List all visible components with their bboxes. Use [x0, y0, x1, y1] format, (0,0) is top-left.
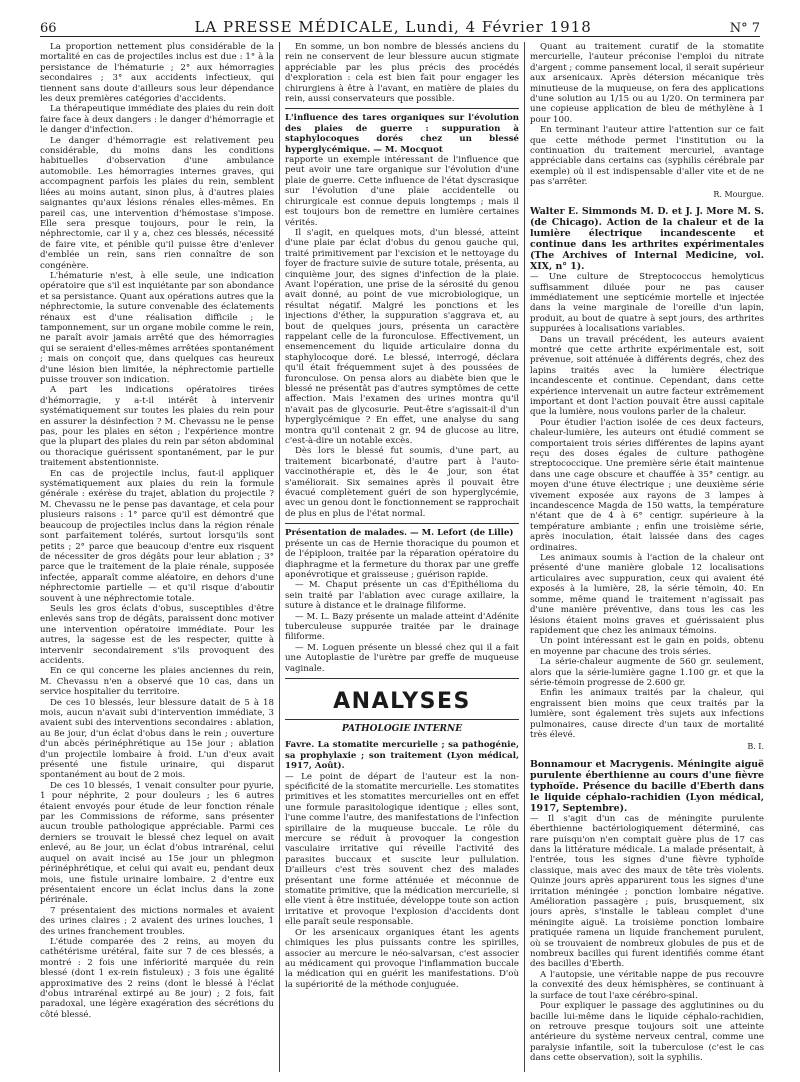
issue-number: N° 7	[729, 21, 760, 36]
paragraph: Quant au traitement curatif de la stomatite mercurielle, l'auteur préconise l'emploi du nitrate d'argent ; comme pansement local, il serait supérieur aux arsenicaux. Après détersion mécanique très minutieuse de la muqueuse, on fera des applications d'une solution au 1/15 ou au 1/20. On terminera par une copieuse application de bleu de méthylène à 1 pour 100.	[530, 42, 764, 125]
paragraph: — M. Loguen présente un blessé chez qui il a fait une Autoplastie de l'urètre par greffe de muqueuse vaginale.	[285, 642, 519, 674]
paragraph: Le danger d'hémorragie est relativement peu considérable, du moins dans les conditions habituelles d'observation d'une ambulance automobile. Les hémorragies internes graves, qui accompagnent parfois les plaies du rein, semblent liées au moins autant, sinon plus, à d'autres plaies saignantes qu'aux lésions rénales elles-mêmes. En pareil cas, une intervention d'hémostase s'impose. Elle sera presque toujours, pour le rein, la néphrectomie, car il y a, chez ces blessés, nécessité de faire vite, et pénible qu'il puisse être d'enlever d'emblée un rein, sans rien connaître de son congénère.	[40, 135, 274, 271]
communication-title: L'influence des tares organiques sur l'évolution des plaies de guerre : suppuration à staphylocoques dorés chez un blessé hyperglycémique. — M. Mocquot	[285, 113, 519, 155]
paragraph: Seuls les gros éclats d'obus, susceptibles d'être enlevés sans trop de dégâts, paraissent donc motiver une intervention opératoire immédiate. Pour les autres, la sagesse est de les respecter, quitte à intervenir secondairement s'ils provoquent des accidents.	[40, 603, 274, 666]
paragraph: A part les indications opératoires tirées d'hémorragie, y a-t-il intérêt à intervenir systématiquement sur toutes les plaies du rein pour en assurer la désinfection ? M. Chevassu ne le pense pas, pour les plaies en séton ; l'expérience montre que la plupart des plaies du rein par séton abdominal ou thoracique guérissent spontanément, par le pur traitement abstentionniste.	[40, 385, 274, 469]
paragraph: En terminant l'auteur attire l'attention sur ce fait que cette méthode permet l'institution ou la continuation du traitement mercuriel, avantage appréciable dans certains cas (syphilis cérébrale par exemple) où il est indispensable d'aller vite et de ne pas s'arrêter.	[530, 125, 764, 188]
column-3	[530, 42, 764, 1072]
column-divider	[279, 42, 280, 1072]
divider	[285, 678, 519, 679]
divider	[285, 108, 519, 109]
paragraph: De ces 10 blessés, 1 venait consulter pour pyurie, 1 pour néphrite, 2 pour douleurs ; les 6 autres étaient envoyés pour étude de leur fonction rénale par les Commissions de réforme, sans présenter aucun trouble pathologique appréciable. Parmi ces derniers se trouvait le blessé chez lequel on avait enlevé, au 8e jour, un éclat d'obus intrarénal, celui auquel on avait incisé au 15e jour un phlegmon périnéphrétique, et celui qui avait eu, pendant deux mois, une fistule urinaire lombaire. 2 d'entre eux présentaient encore un éclat inclus dans la zone périrénale.	[40, 780, 274, 906]
paragraph: L'hématurie n'est, à elle seule, une indication opératoire que s'il est inquiétante par son abondance et sa persistance. Quant aux opérations autres que la néphrectomie, la suture convenable des éclatements rénaux est d'une réalisation difficile ; le tamponnement, sur un organe mobile comme le rein, ne paraît avoir jamais arrêté que des hémorragies qui se seraient d'elles-mêmes arrêtées spontanément ; mais on conçoit que, dans quelques cas heureux d'une lésion bien limitée, la néphrectomie partielle puisse trouver son indication.	[40, 270, 274, 385]
paragraph: Pour étudier l'action isolée de ces deux facteurs, chaleur-lumière, les auteurs ont étudié comment se comportaient trois séries différentes de lapins ayant reçu des doses égales de culture pathogène streptococcique. Une première série était maintenue dans une cage obscure et chauffée à 35° centigr. au moyen d'une étuve électrique ; une deuxième série vivement exposée aux rayons de 3 lampes à incandescence Magda de 150 watts, la température n'étant que de 4 à 6° centigr. supérieure à la température ambiante ; enfin une troisième série, après inoculation, était laissée dans des cages ordinaires.	[530, 417, 764, 553]
paragraph: L'étude comparée des 2 reins, au moyen du cathétérisme urétéral, faite sur 7 de ces blessés, a montré : 2 fois une infériorité marquée du rein blessé (dont 1 ex-rein fistuleux) ; 3 fois une égalité approximative des 2 reins (dont le blessé à l'éclat d'obus intrarénal extirpé au 8e jour) ; 2 fois, fait paradoxal, une légère exagération des sécrétions du côté blessé.	[40, 936, 274, 1020]
paragraph: En somme, un bon nombre de blessés anciens du rein ne conservent de leur blessure aucun stigmate appréciable par les plus précis des procédés d'exploration : cela est bien fait pour engager les chirurgiens à être à l'avant, en matière de plaies du rein, aussi conservateurs que possible.	[285, 42, 519, 105]
communication-title: Présentation de malades. — M. Lefort (de Lille)	[285, 528, 514, 539]
page-header	[40, 14, 760, 37]
paragraph: Un point intéressant est le gain en poids, obtenu en moyenne par chacune des trois séries.	[530, 636, 764, 657]
paragraph: Dès lors le blessé fut soumis, d'une part, au traitement bicarbonaté, d'autre part à l'auto-vaccinothérapie et, dès le 4e jour, son état s'améliorait. Six semaines après il pouvait être évacué complètement guéri de son hyperglycémie, avec un genou dont le fonctionnement se rapprochait de plus en plus de l'état normal.	[285, 446, 519, 519]
paragraph: La proportion nettement plus considérable de la mortalité en cas de projectiles inclus est due : 1° à la persistance de l'hématurie ; 2° aux hémorragies secondaires ; 3° aux accidents infectieux, qui tiennent sans doute d'ailleurs sous leur dépendance les deux premières catégories d'accidents.	[40, 42, 274, 105]
paragraph: présente un cas de Hernie thoracique du poumon et de l'épiploon, traitée par la réparation opératoire du diaphragme et la fermeture du thorax par une greffe aponévrotique et graisseuse ; guérison rapide.	[285, 538, 519, 580]
journal-title: LA PRESSE MÉDICALE, Lundi, 4 Février 1918	[194, 18, 592, 36]
signature: B. I.	[747, 742, 764, 752]
paragraph: La série-chaleur augmente de 560 gr. seulement, alors que la série-lumière gagne 1.100 gr. et que la série-témoin progresse de 2.600 gr.	[530, 657, 764, 688]
paragraph: — M. Chaput présente un cas d'Épithélioma du sein traité par l'ablation avec curage axillaire, la suture à distance et le drainage filiforme.	[285, 580, 519, 612]
paragraph: — M. L. Bazy présente un malade atteint d'Adénite tuberculeuse suppurée traitée par le drainage filiforme.	[285, 611, 519, 643]
paragraph: A l'autopsie, une véritable nappe de pus recouvre la convexité des deux hémisphères, se continuant à la surface de tout l'axe cérébro-spinal.	[530, 969, 764, 1001]
paragraph: La thérapeutique immédiate des plaies du rein doit faire face à deux dangers : le danger d'hémorragie et le danger d'infection.	[40, 104, 274, 136]
analysis-title: Walter E. Simmonds M. D. et J. J. More M. S. (de Chicago). Action de la chaleur et de la lumière électrique incandescente et continue dans les arthrites expérimentales (The Archives of Internal Medicine, vol. XIX, n° 1).	[530, 206, 764, 273]
paragraph: En ce qui concerne les plaies anciennes du rein, M. Chevassu n'en a observé que 10 cas, dans un service hospitalier du territoire.	[40, 666, 274, 698]
section-title: ANALYSES	[333, 688, 471, 714]
paragraph: 7 présentaient des mictions normales et avaient des urines claires ; 2 avaient des urines louches, 1 des urines franchement troubles.	[40, 905, 274, 937]
article-columns	[40, 42, 764, 1072]
paragraph: Il s'agit, en quelques mots, d'un blessé, atteint d'une plaie par éclat d'obus du genou gauche qui, traité primitivement par l'excision et le nettoyage du foyer de fracture suivie de suture totale, présenta, au cinquième jour, des signes d'infection de la plaie. Avant l'opération, une prise de la sérosité du genou avait donné, au point de vue microbiologique, un résultat négatif. Malgré les ponctions et les injections d'éther, la suppuration s'aggrava et, au bout de quelques jours, présenta un caractère rappelant celle de la furonculose. Effectivement, un ensemencement du liquide articulaire donna du staphylocoque doré. Le blessé, interrogé, déclara qu'il était fréquemment sujet à des poussées de furonculose. On pensa alors au diabète bien que le blessé ne présentât pas d'autres symptômes de cette affection. Mais l'examen des urines montra qu'il n'avait pas de glycosurie. Peut-être s'agissait-il d'un hyperglycémique ? En effet, une analyse du sang montra qu'il contenait 2 gr. 94 de glucose au litre, c'est-à-dire un notable excès.	[285, 227, 519, 447]
paragraph: — Il s'agit d'un cas de méningite purulente éberthienne bactériologiquement déterminé, cas rare puisqu'on n'en comptait guère plus de 17 cas dans la littérature médicale. La malade présentait, à l'entrée, tous les signes d'une fièvre typhoïde classique, mais avec des maux de tête très violents. Quinze jours après apparurent tous les signes d'une irritation méningée ; ponction lombaire négative. Amélioration passagère ; puis, brusquement, six jours après, s'installe le tableau complet d'une méningite aiguë. La troisième ponction lombaire pratiquée ramena un liquide franchement purulent, où se trouvaient de nombreux globules de pus et de nombreux bacilles qui furent identifiés comme étant des bacilles d'Eberth.	[530, 813, 764, 970]
paragraph: rapporte un exemple intéressant de l'influence que peut avoir une tare organique sur l'évolution d'une plaie de guerre. Cette influence de l'état dyscrasique sur l'évolution d'une plaie accidentelle ou chirurgicale est connue depuis longtemps ; mais il est toujours bon de remettre en lumière certaines vérités.	[285, 155, 519, 228]
analysis-title: Bonnamour et Macrygenis. Méningite aiguë purulente éberthienne au cours d'une fièvre typhoïde. Présence du bacille d'Eberth dans le liquide céphalo-rachidien (Lyon médical, 1917, Septembre).	[530, 758, 764, 814]
signature: R. Mourgue.	[713, 189, 764, 199]
paragraph: Or les arsenicaux organiques étant les agents chimiques les plus puissants contre les spirilles, associer au mercure le néo-salvarsan, c'est associer au médicament qui provoque l'inflammation buccale la médication qui en guérit les manifestations. D'où la supériorité de la méthode conjuguée.	[285, 927, 519, 990]
analysis-title: Favre. La stomatite mercurielle ; sa pathogénie, sa prophylaxie ; son traitement (Lyon médical, 1917, Août).	[285, 740, 519, 772]
paragraph: Les animaux soumis à l'action de la chaleur ont présenté d'une manière globale 12 localisations articulaires avec suppuration, ceux qui avaient été exposés à la lumière, 28, la série témoin, 40. En somme, même quand le traitement n'agissait pas d'une manière préventive, dans tous les cas les lésions étaient moins graves et guérissaient plus rapidement que chez les animaux témoins.	[530, 553, 764, 636]
column-1	[40, 42, 274, 1072]
paragraph: Pour expliquer le passage des agglutinines ou du bacille lui-même dans le liquide céphalo-rachidien, on retrouve presque toujours soit une atteinte antérieure du système nerveux central, comme une paralysie infantile, soit la tuberculose (c'est le cas dans cette observation), soit la syphilis.	[530, 1001, 764, 1064]
paragraph: Dans un travail précédent, les auteurs avaient montré que cette arthrite expérimentale est, soit prévenue, soit atténuée à différents degrés, chez des lapins traités avec la lumière électrique incandescente et continue. Cependant, dans cette expérience intervenait un autre facteur extrêmement important et dont l'action pouvait être aussi capitale que la lumière, nous voulons parler de la chaleur.	[530, 334, 764, 418]
paragraph: — Le point de départ de l'auteur est la non-spécificité de la stomatite mercurielle. Les stomatites primitives et les stomatites mercurielles ont en effet une formule parasitologique identique ; elles sont, l'une comme l'autre, des manifestations de l'infection spirillaire de la muqueuse buccale. Le rôle du mercure se réduit à provoquer la congestion vasculaire irritative qui réveille l'activité des parasites buccaux et suscite leur pullulation. D'ailleurs c'est très souvent chez des malades présentant une forme atténuée et méconnue de stomatite primitive, que la médication mercurielle, si elle vient à être instituée, développe toute son action irritative et provoque l'explosion d'accidents dont elle paraît seule responsable.	[285, 771, 519, 928]
column-2	[285, 42, 519, 1072]
paragraph: Enfin les animaux traités par la chaleur, qui engraissent bien moins que ceux traités par la lumière, sont également très sujets aux infections pulmonaires, cause directe d'un taux de mortalité très élevé.	[530, 688, 764, 740]
divider	[285, 523, 519, 524]
subsection-title: PATHOLOGIE INTERNE	[341, 723, 463, 734]
paragraph: En cas de projectile inclus, faut-il appliquer systématiquement aux plaies du rein la formule générale : exérèse du trajet, ablation du projectile ? M. Chevassu ne le pense pas davantage, et cela pour plusieurs raisons : 1° parce qu'il est démontré que beaucoup de projectiles inclus dans la région rénale sont parfaitement tolérés, surtout lorsqu'ils sont petits ; 2° parce que beaucoup d'entre eux risquent de nécessiter de gros dégâts pour leur ablation ; 3° parce que le traitement de la plaie rénale, supposée infectée, apparaît comme aléatoire, en dehors d'une néphrectomie partielle — et qu'il risque d'aboutir souvent à une néphrectomie totale.	[40, 468, 274, 604]
paragraph: De ces 10 blessés, leur blessure datait de 5 à 18 mois, aucun n'avait subi d'intervention immédiate, 3 avaient subi des interventions secondaires : ablation, au 8e jour, d'un éclat d'obus dans le rein ; ouverture d'un abcès périnéphrétique au 15e jour ; ablation d'un projectile lombaire à froid. L'un d'eux avait présenté une fistule urinaire, qui disparut spontanément au bout de 2 mois.	[40, 697, 274, 781]
page-number: 66	[40, 21, 57, 36]
column-divider	[524, 42, 525, 1072]
divider	[285, 719, 519, 720]
paragraph: — Une culture de Streptococcus hemolyticus suffisamment diluée pour ne pas causer immédiatement une septicémie mortelle et injectée dans la veine marginale de l'oreille d'un lapin, produit, au bout de quatre à sept jours, des arthrites suppurées à localisations variables.	[530, 272, 764, 335]
